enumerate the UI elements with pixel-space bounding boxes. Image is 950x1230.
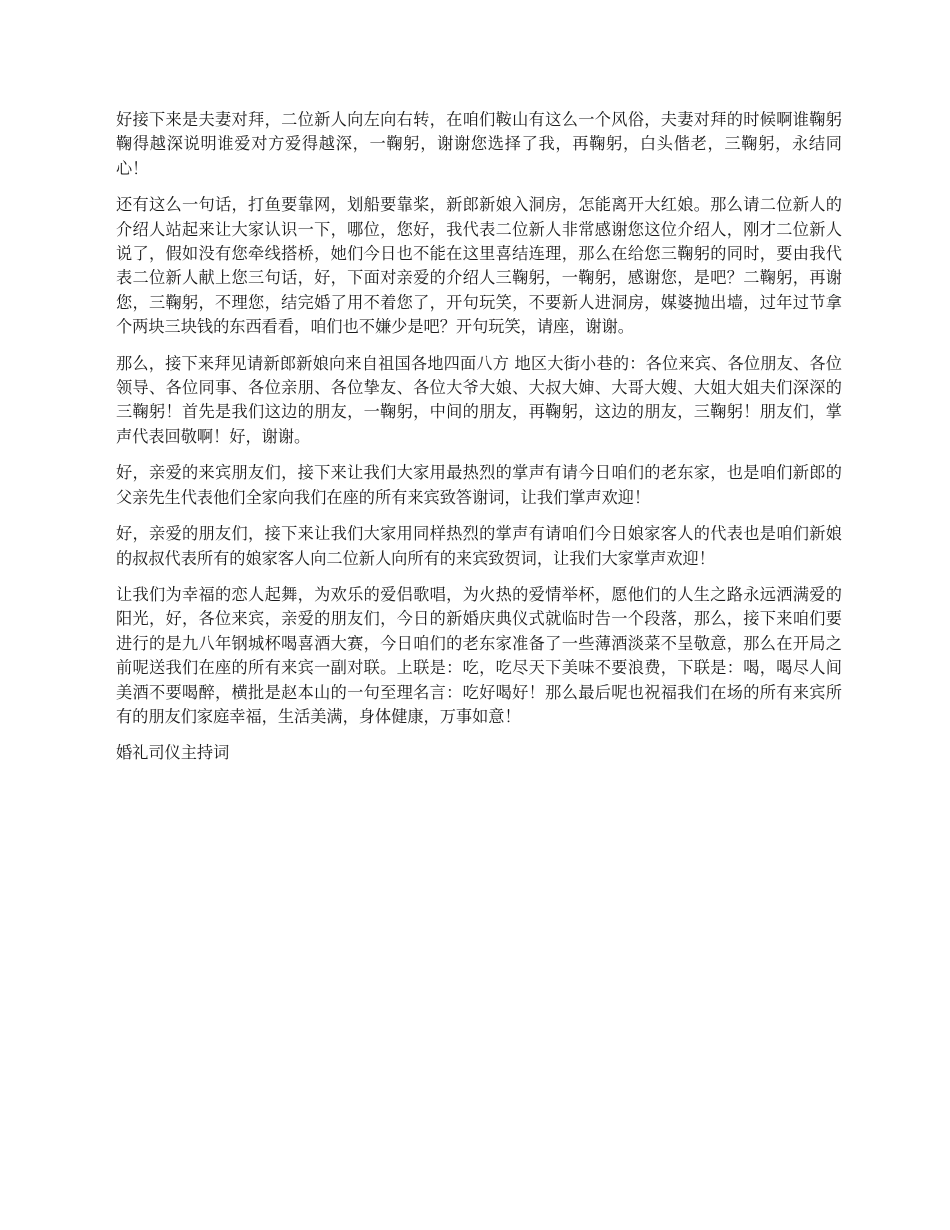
document-body — [116, 108, 842, 766]
paragraph-matchmaker-thanks: 还有这么一句话，打鱼要靠网，划船要靠桨，新郎新娘入洞房，怎能离开大红娘。那么请二位新人的介绍人站起来让大家认识一下，哪位，您好，我代表二位新人非常感谢您这位介绍人，刚才二位新人说了，假如没有您牵线搭桥，她们今日也不能在这里喜结连理，那么在给您三鞠躬的同时，要由我代表二位新人献上您三句话，好，下面对亲爱的介绍人三鞠躬，一鞠躬，感谢您，是吧？二鞠躬，再谢您，三鞠躬，不理您，结完婚了用不着您了，开句玩笑，不要新人进洞房，媒婆抛出墙，过年过节拿个两块三块钱的东西看看，咱们也不嫌少是吧？开句玩笑，请座，谢谢。 — [116, 195, 842, 337]
paragraph-bow-to-guests: 那么，接下来拜见请新郎新娘向来自祖国各地四面八方 地区大街小巷的：各位来宾、各位朋友、各位领导、各位同事、各位亲朋、各位挚友、各位大爷大娘、大叔大婶、大哥大嫂、大姐大姐夫们深深的三鞠躬！首先是我们这边的朋友，一鞠躬，中间的朋友，再鞠躬，这边的朋友，三鞠躬！朋友们，掌声代表回敬啊！好，谢谢。 — [116, 353, 842, 446]
paragraph-bride-family-speech: 好，亲爱的朋友们，接下来让我们大家用同样热烈的掌声有请咱们今日娘家客人的代表也是咱们新娘的叔叔代表所有的娘家客人向二位新人向所有的来宾致贺词，让我们大家掌声欢迎！ — [116, 524, 842, 568]
paragraph-bow-to-each-other: 好接下来是夫妻对拜，二位新人向左向右转，在咱们鞍山有这么一个风俗，夫妻对拜的时候啊谁鞠躬鞠得越深说明谁爱对方爱得越深，一鞠躬，谢谢您选择了我，再鞠躬，白头偕老，三鞠躬，永结同心！ — [116, 110, 842, 178]
paragraph-closing-blessing: 让我们为幸福的恋人起舞，为欢乐的爱侣歌唱，为火热的爱情举杯，愿他们的人生之路永远洒满爱的阳光，好，各位来宾，亲爱的朋友们，今日的新婚庆典仪式就临时告一个段落，那么，接下来咱们要进行的是九八年钢城杯喝喜酒大赛，今日咱们的老东家准备了一些薄酒淡菜不呈敬意，那么在开局之前呢送我们在座的所有来宾一副对联。上联是：吃，吃尽天下美味不要浪费，下联是：喝，喝尽人间美酒不要喝醉，横批是赵本山的一句至理名言：吃好喝好！那么最后呢也祝福我们在场的所有来宾所有的朋友们家庭幸福，生活美满，身体健康，万事如意！ — [116, 584, 842, 726]
paragraph-groom-father-speech: 好，亲爱的来宾朋友们，接下来让我们大家用最热烈的掌声有请今日咱们的老东家，也是咱们新郎的父亲先生代表他们全家向我们在座的所有来宾致答谢词，让我们掌声欢迎！ — [116, 463, 842, 507]
document-footer-title: 婚礼司仪主持词 — [116, 743, 230, 763]
